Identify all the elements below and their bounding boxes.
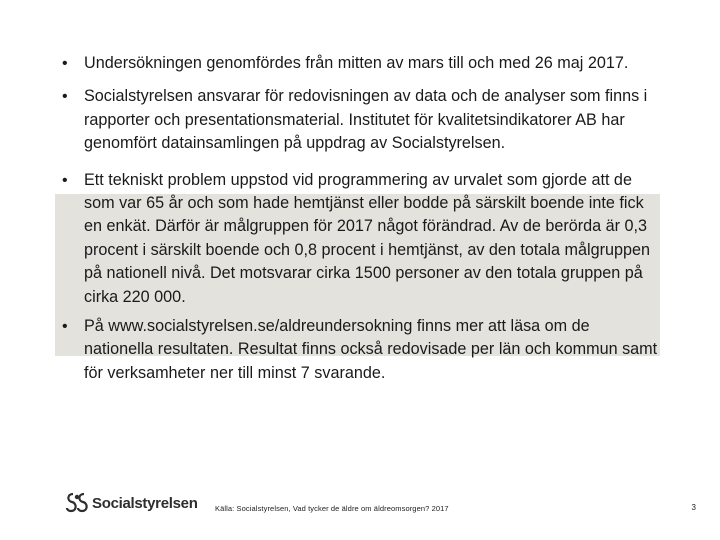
bullet-text: På www.socialstyrelsen.se/aldreundersokning finns mer att läsa om de nationella resultaten. Resultat finns också redovisade per län och kommun samt för verksamheter ner till minst 7 svarande. [84,317,658,382]
bullet-item [62,85,662,155]
source-caption: Källa: Socialstyrelsen, Vad tycker de äldre om äldreomsorgen? 2017 [215,504,449,513]
bullet-text: Ett tekniskt problem uppstod vid programmering av urvalet som gjorde att de som var 65 år och som hade hemtjänst eller bodde på särskilt boende inte fick en enkät. Därför är målgruppen för 2017 något förändrad. Av de berörda är 0,3 procent i särskilt boende och 0,8 procent i hemtjänst, av den totala målgruppen på nationell nivå. Det motsvarar cirka 1500 personer av den totala gruppen på cirka 220 000. [84,170,651,306]
bullet-list [62,52,662,385]
bullet-item [62,169,662,309]
bullet-text: Undersökningen genomfördes från mitten av mars till och med 26 maj 2017. [84,54,629,72]
socialstyrelsen-logo [64,487,198,519]
bullet-marker: • [62,55,68,72]
bullet-marker: • [62,171,68,189]
bullet-item [62,315,662,385]
logo-text: Socialstyrelsen [92,494,198,512]
bullet-text: Socialstyrelsen ansvarar för redovisningen av data och de analyser som finns i rapporter och presentationsmaterial. Institutet för kvalitetsindikatorer AB har genomfört datainsamlingen på uppdrag av Socialstyrelsen. [84,87,648,153]
page-number: 3 [691,503,696,512]
bullet-item [62,52,662,75]
logo-emblem-icon [64,491,90,515]
bullet-marker: • [62,88,68,106]
bullet-marker: • [62,318,68,336]
